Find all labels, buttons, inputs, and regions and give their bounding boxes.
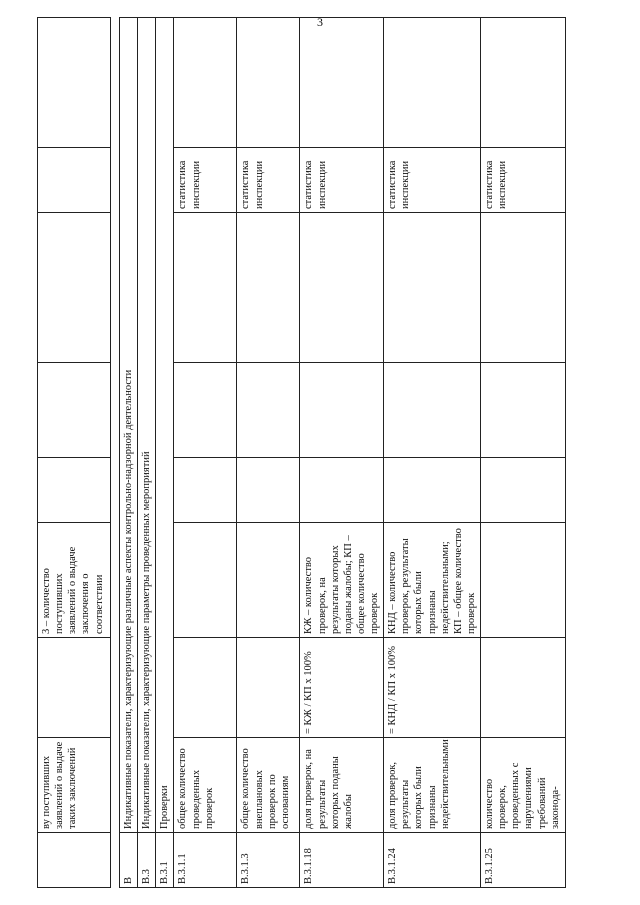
row-formula: = КНД / КП x 100% <box>384 637 481 737</box>
row-source: статистика инспекции <box>300 147 384 212</box>
row-name: доля проверок, результаты которых были признаны недействительными <box>384 737 481 832</box>
row-formula <box>237 637 300 737</box>
row-formula <box>481 637 566 737</box>
row-description: КЖ – количество проверок, на результаты которых поданы жалобы; КП – общее количество проверок <box>300 522 384 637</box>
row-code: В.3.1.24 <box>384 832 481 887</box>
rotated-table-sheet <box>37 18 603 888</box>
table-row <box>384 17 481 887</box>
row-name: ву поступивших заявлений о выдаче таких заключений <box>38 737 111 832</box>
row-code: В.3.1.3 <box>237 832 300 887</box>
row-source: статистика инспекции <box>237 147 300 212</box>
row-description: 3 – количество поступивших заявлений о выдаче заключения о соответствии <box>38 522 111 637</box>
row-name: доля проверок, на результаты которых поданы жалобы <box>300 737 384 832</box>
row-formula: = КЖ / КП x 100% <box>300 637 384 737</box>
row-source: статистика инспекции <box>174 147 237 212</box>
table-row <box>38 17 111 887</box>
section-title: Индикативные показатели, характеризующие различные аспекты контрольно-надзорной деятельности <box>120 17 138 832</box>
table-row <box>481 17 566 887</box>
table-row <box>237 17 300 887</box>
section-code: В.3 <box>138 832 156 887</box>
row-code: В.3.1.18 <box>300 832 384 887</box>
section-row <box>156 17 174 887</box>
row-source: статистика инспекции <box>384 147 481 212</box>
row-description: КНД – количество проверок, результаты которых были признаны недействительными; КП – общее количество проверок <box>384 522 481 637</box>
table-row <box>174 17 237 887</box>
section-title: Индикативные показатели, характеризующие параметры проведенных мероприятий <box>138 17 156 832</box>
row-name: общее количество внеплановых проверок по основаниям <box>237 737 300 832</box>
row-description <box>481 522 566 637</box>
page-number: 3 <box>317 15 323 29</box>
table-row <box>300 17 384 887</box>
row-name: количество проверок, проведенных с нарушениями требований законода- <box>481 737 566 832</box>
section-title: Проверки <box>156 17 174 832</box>
row-source: статистика инспекции <box>481 147 566 212</box>
section-code: В <box>120 832 138 887</box>
indicators-table <box>37 17 566 888</box>
row-formula <box>174 637 237 737</box>
row-name: общее количество проведенных проверок <box>174 737 237 832</box>
row-description <box>174 522 237 637</box>
row-description <box>237 522 300 637</box>
row-code: В.3.1.1 <box>174 832 237 887</box>
row-code: В.3.1.25 <box>481 832 566 887</box>
section-code: В.3.1 <box>156 832 174 887</box>
section-row <box>138 17 156 887</box>
section-row <box>120 17 138 887</box>
